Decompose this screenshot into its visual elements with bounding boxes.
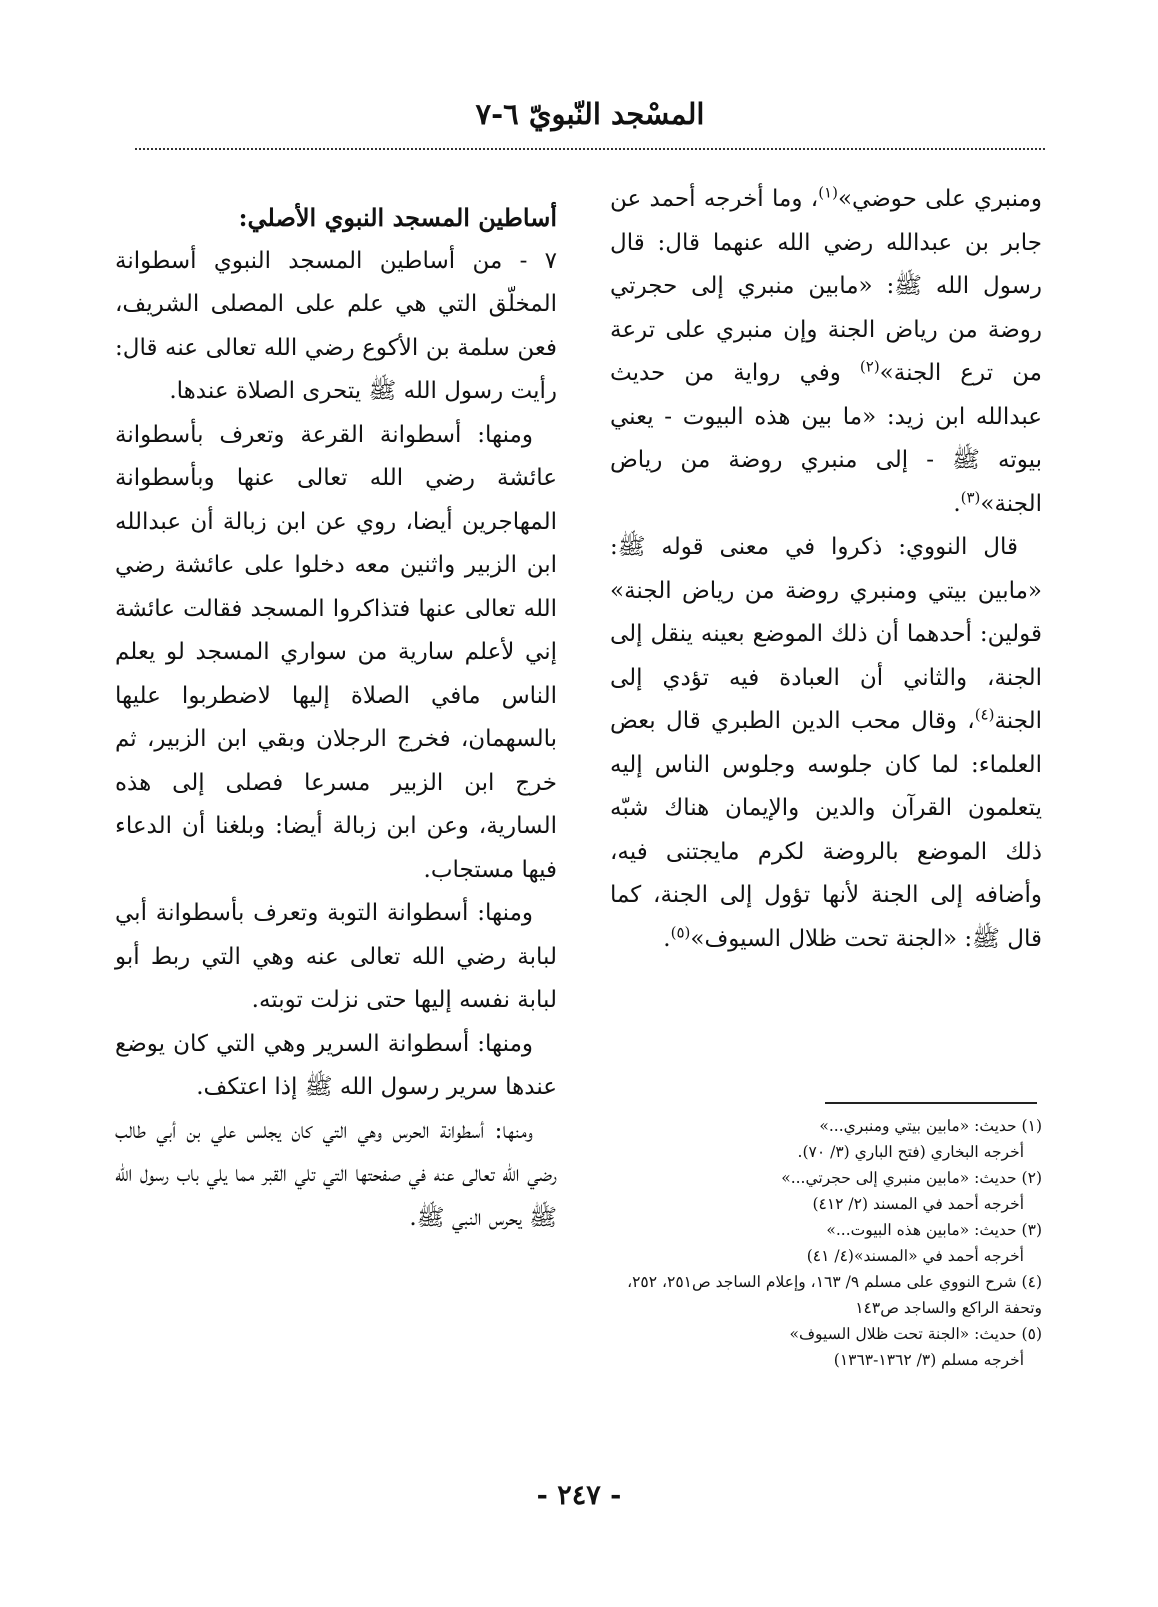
footnote-2: (٢) حديث: «مابين منبري إلى حجرتي...» [781, 1169, 1042, 1187]
right-p2-text: قال النووي: ذكروا في معنى قوله ﷺ: «مابين بيتي ومنبري روضة من رياض الجنة» قولين: أحدهما أن ذلك الموضع بعينه ينقل إلى الجنة، والثاني أن العبادة فيه تؤدي إلى الجنة [610, 534, 1042, 734]
footnote-ref-1: (١) [818, 183, 838, 202]
left-column [115, 178, 557, 1240]
footnote-1: (١) حديث: «مابين بيتي ومنبري...» [819, 1117, 1042, 1135]
footnote-ref-2: (٢) [859, 357, 880, 376]
right-p1-tail: ، وما أخرجه أحمد عن جابر بن عبدالله رضي الله عنهما قال: قال رسول الله ﷺ: «مابين منبري إلى حجرتي روضة من رياض الجنة وإن منبري على ترعة من ترع الجنة» [610, 186, 1042, 386]
right-p1-text: ومنبري على حوضي» [837, 186, 1042, 212]
running-header: المسْجد النّبويّ ٦-٧ [475, 97, 705, 131]
right-paragraph-1 [610, 178, 1042, 526]
left-paragraph-2: ومنها: أسطوانة القرعة وتعرف بأسطوانة عائشة رضي الله تعالى عنها وبأسطوانة المهاجرين أيضا، روي عن ابن زبالة أن عبدالله ابن الزبير واثنين معه دخلوا على عائشة رضي الله تعالى عنها فتذاكروا المسجد فقالت عائشة إني لأعلم سارية من سواري المسجد لو يعلم الناس مافي الصلاة إليها لاضطربوا عليها بالسهمان، فخرج الرجلان وبقي ابن الزبير، ثم خرج ابن الزبير مسرعا فصلى إلى هذه السارية، وعن ابن زبالة أيضا: وبلغنا أن الدعاء فيها مستجاب. [115, 421, 557, 883]
left-paragraph-3: ومنها: أسطوانة التوبة وتعرف بأسطوانة أبي لبابة رضي الله تعالى عنه وهي التي ربط أبو لبابة نفسه إليها حتى نزلت توبته. [115, 900, 557, 1013]
footnote-ref-4: (٤) [974, 705, 995, 724]
left-paragraph-5: ومنها: أسطوانة الحرس وهي التي كان يجلس علي بن أبي طالب رضي الله تعالى عنه في صفحتها التي تلي القبر مما يلي باب رسول الله ﷺ يحرس النبي ﷺ. [115, 1117, 557, 1231]
right-p1-tail2: وفي رواية من حديث عبدالله ابن زيد: «ما بين هذه البيوت - يعني بيوته ﷺ - إلى منبري روضة من رياض الجنة» [610, 360, 1042, 517]
right-column [610, 178, 1042, 961]
header-dotted-rule [135, 148, 1045, 150]
footnote-3-source: أخرجه أحمد في «المسند»(٤/ ٤١) [806, 1247, 1024, 1265]
footnote-ref-3: (٣) [960, 487, 981, 506]
footnote-2-source: أخرجه أحمد في المسند (٢/ ٤١٢) [812, 1195, 1024, 1213]
footnote-4: (٤) شرح النووي على مسلم ٩/ ١٦٣، وإعلام الساجد ص٢٥١، ٢٥٢، وتحفة الراكع والساجد ص١٤٣ [627, 1273, 1042, 1317]
footnote-ref-5: (٥) [670, 922, 691, 941]
footnotes [610, 1113, 1042, 1373]
footnote-separator [825, 1102, 1037, 1104]
left-paragraph-4: ومنها: أسطوانة السرير وهي التي كان يوضع عندها سرير رسول الله ﷺ إذا اعتكف. [115, 1030, 557, 1100]
section-title: أساطين المسجد النبوي الأصلي: [238, 203, 557, 232]
footnote-1-source: أخرجه البخاري (فتح الباري (٣/ ٧٠). [797, 1143, 1024, 1161]
footnote-5-source: أخرجه مسلم (٣/ ١٣٦٢-١٣٦٣) [833, 1351, 1024, 1369]
left-paragraph-1: ٧ - من أساطين المسجد النبوي أسطوانة المخلّق التي هي علم على المصلى الشريف، فعن سلمة بن الأكوع رضي الله تعالى عنه قال: رأيت رسول الله ﷺ يتحرى الصلاة عندها. [115, 247, 557, 404]
footnote-3: (٣) حديث: «مابين هذه البيوت...» [826, 1221, 1042, 1239]
right-paragraph-2 [610, 526, 1042, 961]
page-number: - ٢٤٧ - [536, 1480, 622, 1511]
right-p2-end: . [663, 925, 671, 952]
right-p1-end: . [953, 490, 961, 517]
footnote-5: (٥) حديث: «الجنة تحت ظلال السيوف» [789, 1325, 1042, 1343]
right-p2-tail: ، وقال محب الدين الطبري قال بعض العلماء: لما كان جلوسه وجلوس الناس إليه يتعلمون القرآن والدين والإيمان هناك شبّه ذلك الموضع بالروضة لكرم مايجتنى فيه، وأضافه إلى الجنة لأنها تؤول إلى الجنة، كما قال ﷺ: «الجنة تحت ظلال السيوف» [610, 708, 1042, 952]
